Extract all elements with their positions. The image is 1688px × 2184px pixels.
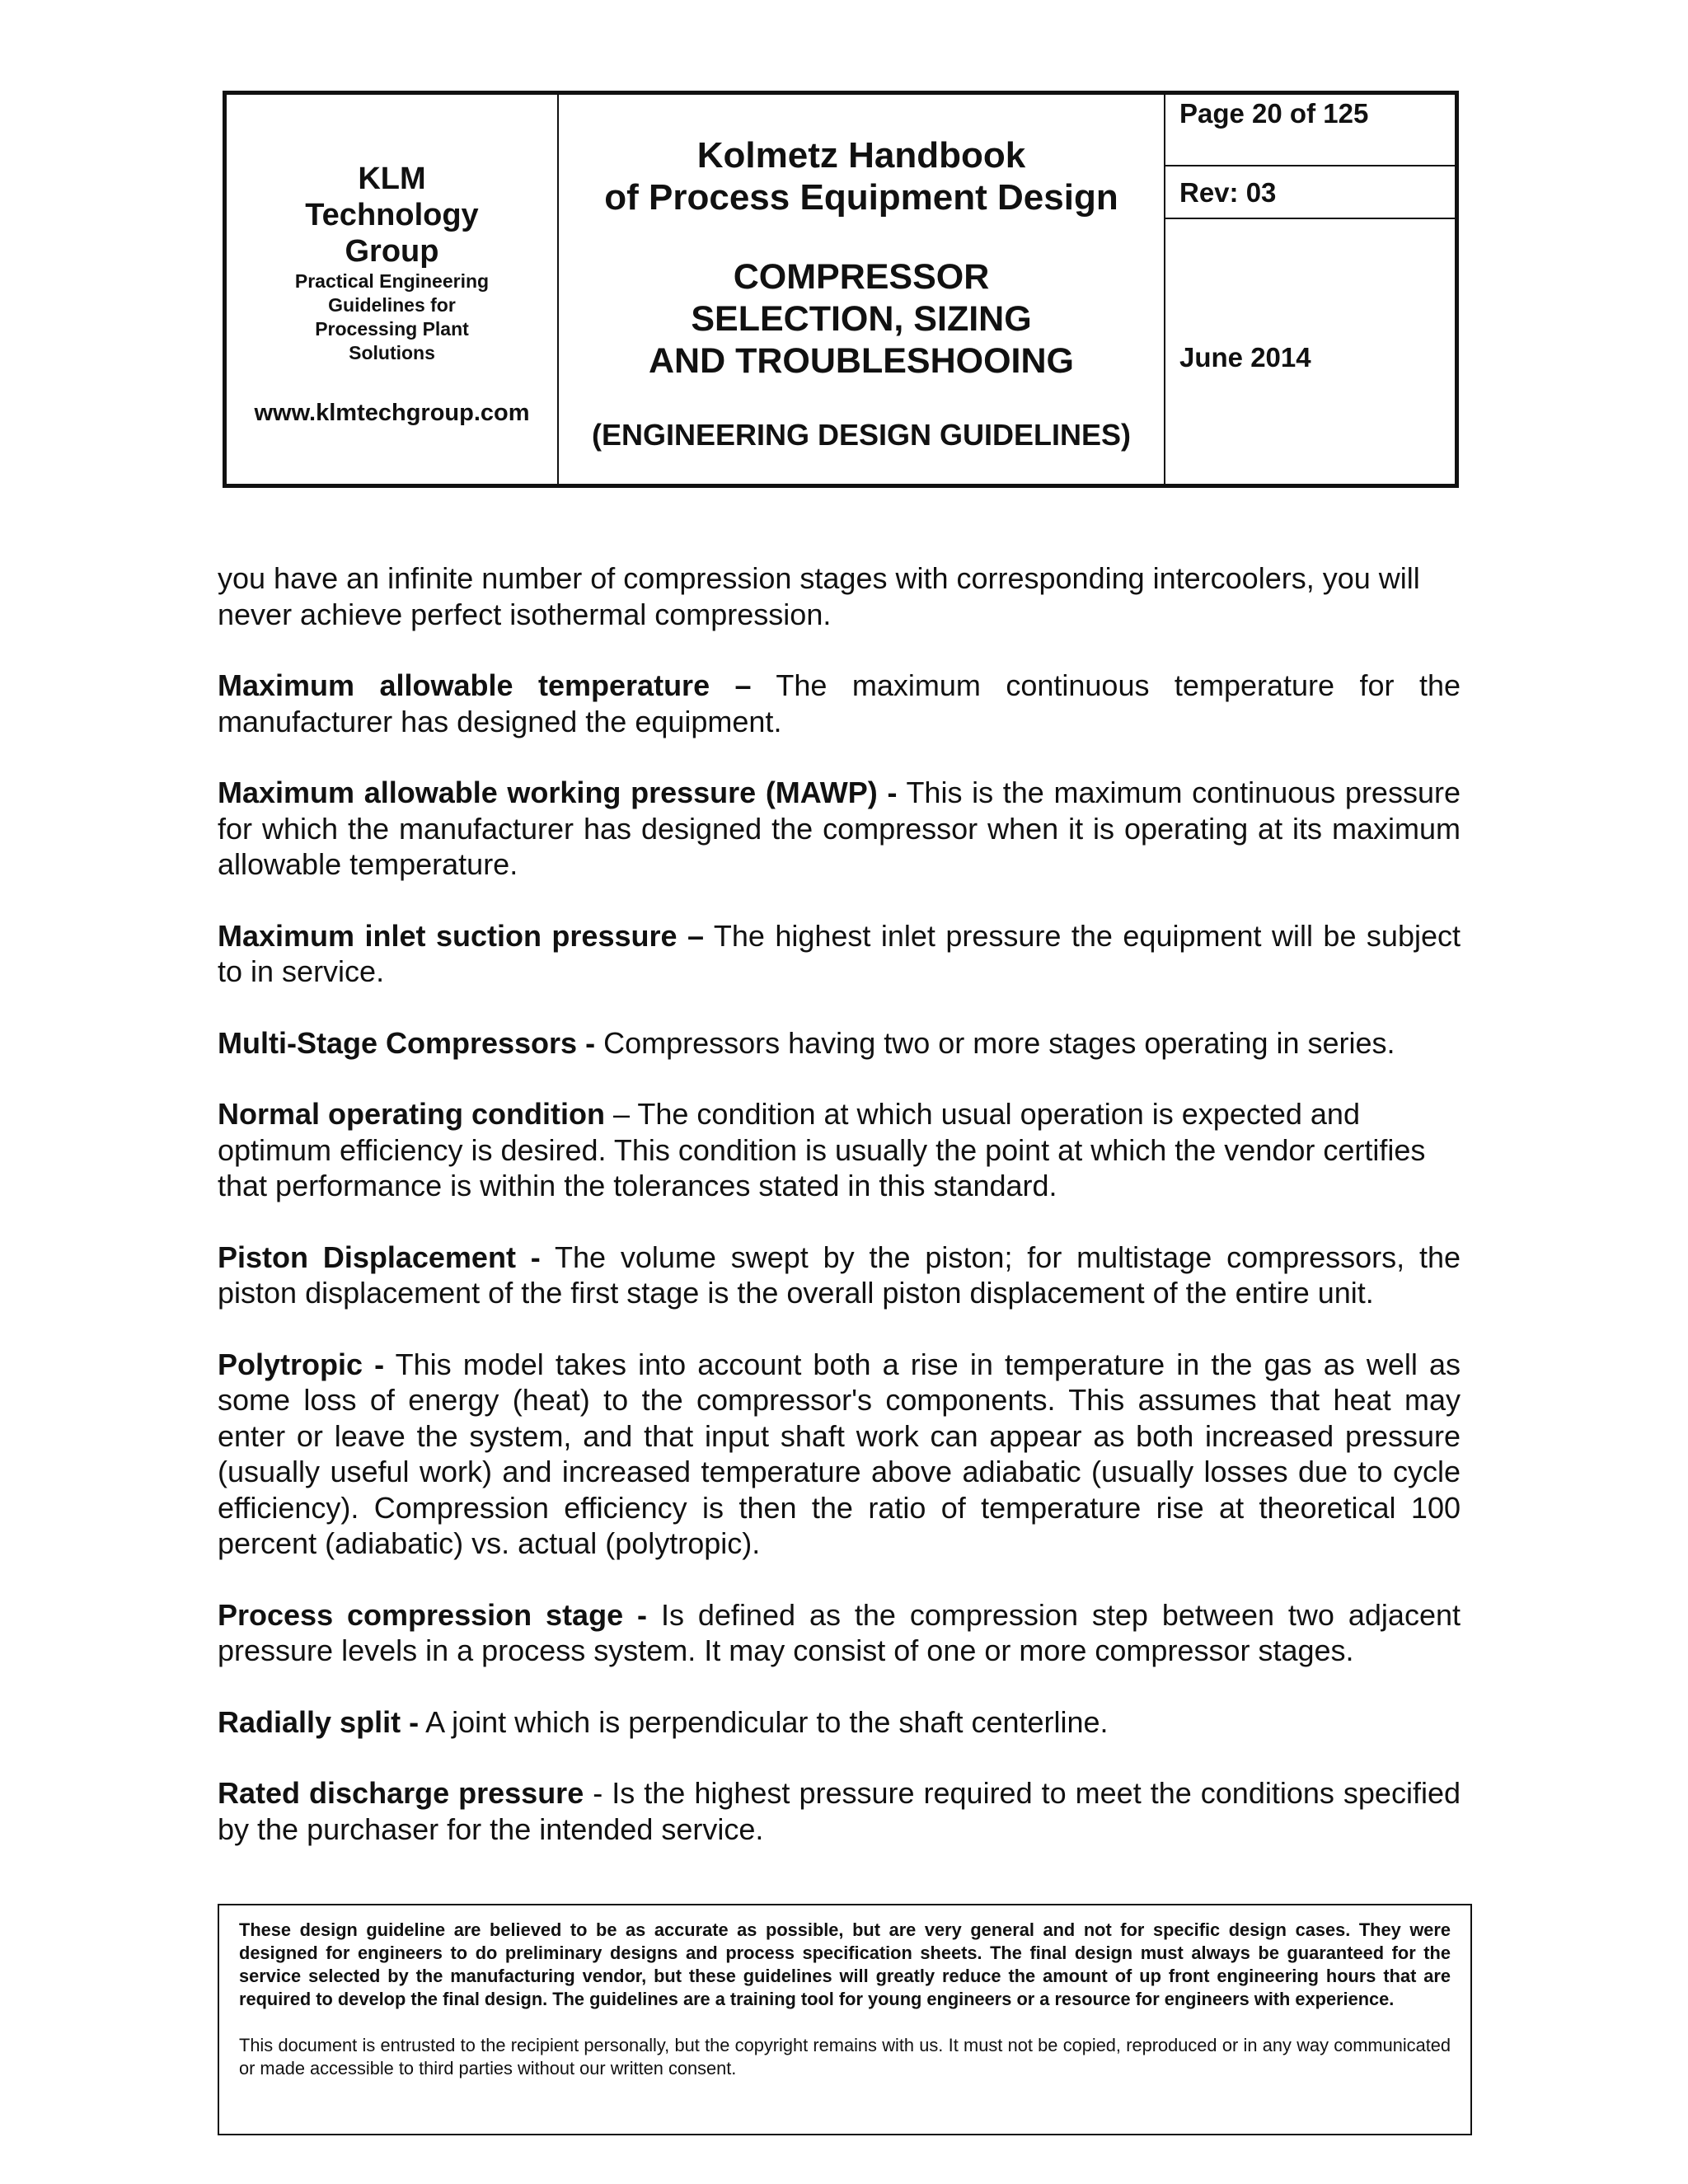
definition-paragraph [218, 918, 1461, 990]
document-header [223, 91, 1459, 488]
handbook-name [559, 134, 1164, 218]
title-line-3: AND TROUBLESHOOING [649, 341, 1074, 381]
company-website: www.klmtechgroup.com [254, 400, 530, 426]
definition-text: This model takes into account both a rise in temperature in the gas as well as some loss of energy (heat) to the compressor's components. This assumes that heat may enter or leave the system, and that input shaft work can appear as both increased pressure (usually useful work) and increased temperature above adiabatic (usually losses due to cycle efficiency). Compression efficiency is then the ratio of temperature rise at theoretical 100 percent (adiabatic) vs. actual (polytropic). [218, 1347, 1461, 1560]
definition-paragraph [218, 668, 1461, 739]
definition-term: Maximum inlet suction pressure – [218, 918, 705, 953]
definition-paragraph [218, 1240, 1461, 1311]
definition-text: This is the maximum continuous pressure for which the manufacturer has designed the compressor when it is operating at its maximum allowable temperature. [218, 776, 1461, 881]
disclaimer-text: These design guideline are believed to be as accurate as possible, but are very general and not for specific design cases. They were designed for engineers to do preliminary designs and process specification sheets. The final design must always be guaranteed for the service selected by the manufacturing vendor, but these guidelines will greatly reduce the amount of up front engineering hours that are required to develop the final design. The guidelines are a training tool for young engineers or a resource for engineers with experience. [239, 1919, 1451, 2009]
company-name [227, 161, 557, 269]
header-title-column [559, 95, 1165, 484]
copyright-notice: This document is entrusted to the recipient personally, but the copyright remains with us. It must not be copied, reproduced or in any way communicated or made accessible to third parties without our written consent. [239, 2035, 1451, 2079]
definition-term: Normal operating condition [218, 1097, 606, 1131]
definition-paragraph [218, 1025, 1461, 1062]
definition-term: Process compression stage - [218, 1597, 648, 1632]
definition-paragraph [218, 1775, 1461, 1847]
definition-text: Compressors having two or more stages operating in series. [595, 1025, 1395, 1060]
definition-text: The volume swept by the piston; for multistage compressors, the piston displacement of the first stage is the overall piston displacement of the entire unit. [218, 1240, 1461, 1310]
disclaimer-box [218, 1904, 1472, 2135]
title-line-1: COMPRESSOR [733, 257, 990, 297]
definition-term: Rated discharge pressure [218, 1776, 584, 1810]
definition-paragraph [218, 1597, 1461, 1669]
definition-term: Radially split - [218, 1704, 420, 1739]
intro-paragraph: you have an infinite number of compression stages with corresponding intercoolers, you will never achieve perfect isothermal compression. [218, 561, 1420, 631]
company-tagline [227, 269, 557, 365]
page-number: Page 20 of 125 [1165, 95, 1455, 166]
definition-paragraph [218, 1704, 1461, 1741]
company-tagline-text: Practical Engineering Guidelines for Processing Plant Solutions [294, 270, 490, 363]
document-type: (ENGINEERING DESIGN GUIDELINES) [591, 418, 1132, 452]
definition-text: The maximum continuous temperature for the manufacturer has designed the equipment. [218, 668, 1461, 738]
definition-paragraph [218, 1096, 1461, 1204]
document-title [559, 256, 1164, 382]
definition-term: Maximum allowable working pressure (MAWP) - [218, 776, 898, 809]
definition-paragraph [218, 1347, 1461, 1562]
document-date: June 2014 [1179, 342, 1311, 373]
definition-term: Polytropic - [218, 1347, 385, 1381]
revision: Rev: 03 [1165, 166, 1455, 219]
definition-text: Is defined as the compression step between two adjacent pressure levels in a process system. It may consist of one or more compressor stages. [218, 1597, 1461, 1667]
definition-text: The highest inlet pressure the equipment will be subject to in service. [218, 918, 1461, 988]
handbook-line-2: of Process Equipment Design [604, 177, 1118, 218]
header-meta-column [1165, 95, 1455, 484]
definition-text: A joint which is perpendicular to the shaft centerline. [419, 1704, 1109, 1739]
definition-paragraph [218, 775, 1461, 883]
definition-text: - Is the highest pressure required to meet the conditions specified by the purchaser for the intended service. [218, 1776, 1461, 1846]
definition-text: – The condition at which usual operation is expected and optimum efficiency is desired. This condition is usually the point at which the vendor certifies that performance is within the tolerances stated in this standard. [218, 1097, 1426, 1202]
definition-term: Maximum allowable temperature – [218, 668, 752, 702]
document-body [218, 560, 1461, 1882]
handbook-line-1: Kolmetz Handbook [696, 135, 1026, 176]
header-company-column [227, 95, 559, 484]
definition-term: Piston Displacement - [218, 1240, 541, 1274]
company-name-text: KLM Technology Group [305, 162, 479, 269]
definition-term: Multi-Stage Compressors - [218, 1025, 596, 1060]
title-line-2: SELECTION, SIZING [691, 299, 1032, 339]
